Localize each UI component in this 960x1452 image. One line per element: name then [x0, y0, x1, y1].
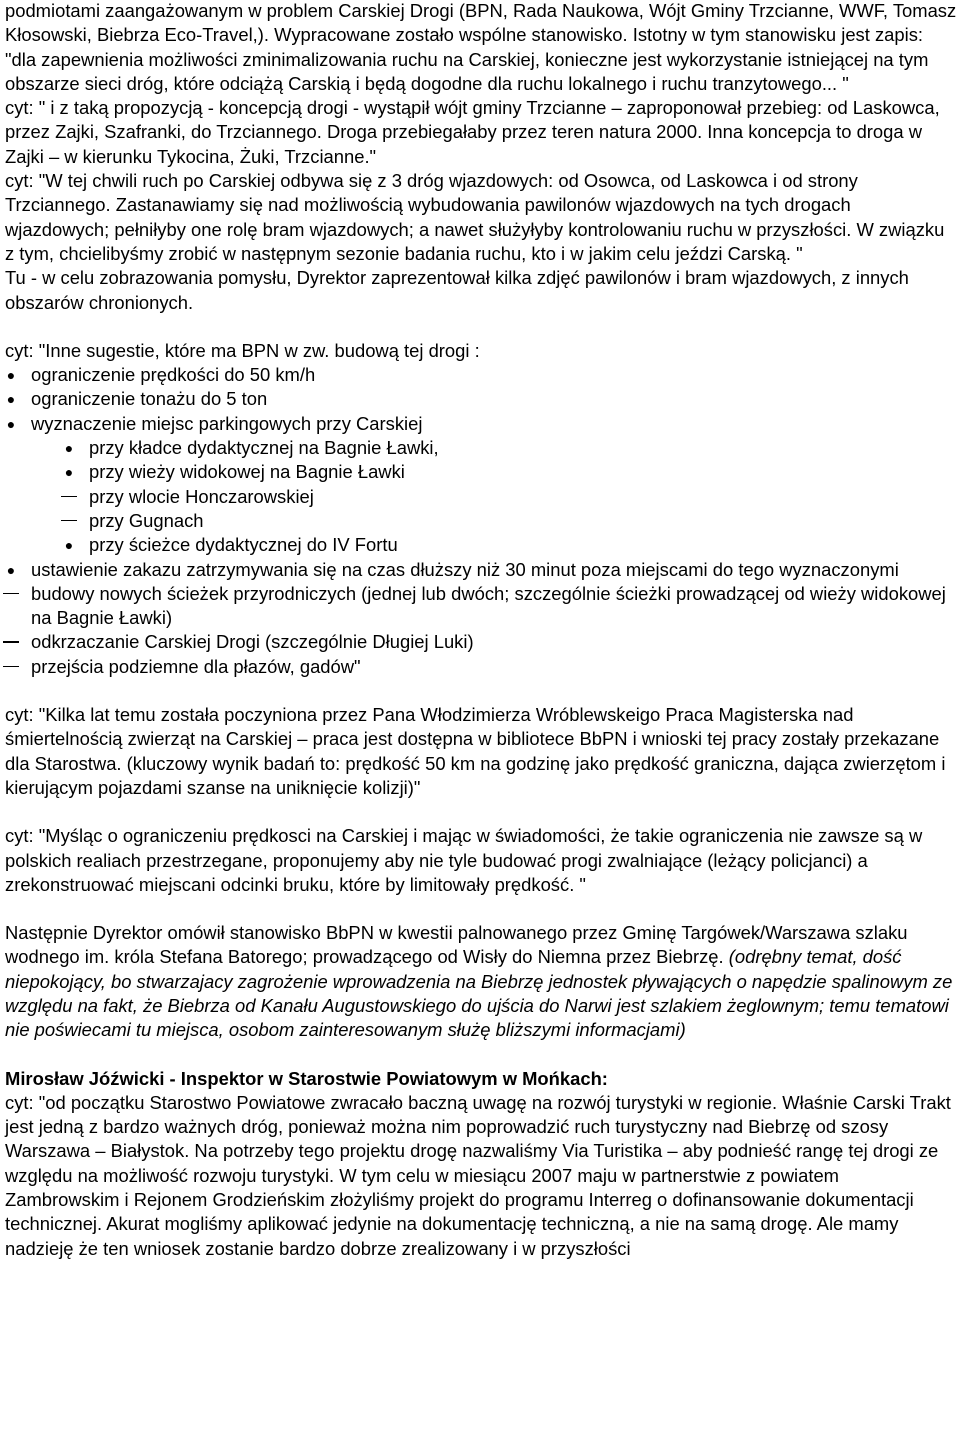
- sublist-item: [5, 460, 957, 484]
- paragraph-waterway: [5, 921, 957, 1042]
- dash-icon: [59, 509, 79, 533]
- sublist-item: [5, 436, 957, 460]
- spacer: [5, 800, 957, 824]
- list-item: [5, 630, 957, 654]
- sublist-item: [5, 509, 957, 533]
- list-item-text: budowy nowych ścieżek przyrodniczych (jednej lub dwóch; szczególnie ścieżki prowadzącej od wieży widokowej na Bagnie Ławki): [31, 582, 946, 629]
- spacer: [5, 897, 957, 921]
- list-item: [5, 558, 957, 582]
- bullet-icon: ●: [64, 440, 74, 457]
- list-item-text: przejścia podziemne dla płazów, gadów": [31, 655, 361, 677]
- list-item-text: odkrzaczanie Carskiej Drogi (szczególnie Długiej Luki): [31, 631, 474, 653]
- dash-icon: [59, 485, 79, 509]
- list-item: [5, 387, 957, 411]
- paragraph-speaker-quote: cyt: "od początku Starostwo Powiatowe zwracało baczną uwagę na rozwój turystyki w regionie. Właśnie Carski Trakt jest jedną z bardzo ważnych dróg, ponieważ można nim poprowadzić ruch turystyczny nad Biebrzę od szosy Warszawa – Białystok. Na potrzeby tego projektu drogę nazwaliśmy Via Turistika – aby podnieść rangę tej drogi ze względu na możliwość rozwoju turystyki. W tym celu w miesiącu 2007 maju w partnerstwie z powiatem Zambrowskim i Rejonem Grodzieńskim złożyliśmy projekt do programu Interreg o dofinansowanie dokumentacji technicznej. Akurat mogliśmy aplikować jedynie na dokumentację techniczną, a nie na samą drogę. Ale mamy nadzieję że ten wniosek zostanie bardzo dobrze zrealizowany i w przyszłości: [5, 1091, 951, 1259]
- sublist-item-text: przy ścieżce dydaktycznej do IV Fortu: [89, 534, 398, 556]
- paragraph-intro: podmiotami zaangażowanym w problem Carskiej Drogi (BPN, Rada Naukowa, Wójt Gminy Trzcianne, WWF, Tomasz Kłosowski, Biebrza Eco-Travel,). Wypracowane zostało wspólne stanowisko. Istotny w tym stanowisku jest zapis: "dla zapewnienia możliwości zminimalizowania ruchu na Carskiej, konieczne jest wykorzystanie istniejącej na tym obszarze sieci dróg, które odciążą Carskią i będą dogodne dla ruchu lokalnego i ruchu tranzytowego... ": [5, 0, 957, 94]
- dash-icon: [1, 655, 21, 679]
- list-item: [5, 412, 957, 558]
- sublist-item: [5, 485, 957, 509]
- sublist-item: [5, 533, 957, 557]
- list-item: [5, 655, 957, 679]
- speaker-heading: Mirosław Jóźwicki - Inspektor w Starostwie Powiatowym w Mońkach:: [5, 1067, 608, 1089]
- bullet-icon: ●: [6, 561, 16, 578]
- bullet-icon: ●: [6, 391, 16, 408]
- bullet-icon: ●: [6, 415, 16, 432]
- suggestions-list: [5, 363, 957, 679]
- sublist-item-text: przy Gugnach: [89, 509, 204, 531]
- paragraph-quote-thesis: cyt: "Kilka lat temu została poczyniona przez Pana Włodzimierza Wróblewskeigo Praca Magisterska nad śmiertelnością zwierząt na Carskiej – praca jest dostępna w bibliotece BbPN i wnioski tej pracy zostały przekazane dla Starostwa. (kluczowy wynik badań to: prędkość 50 km na godzinę jako prędkość graniczna, dająca zwierzętom i kierującym pojazdami szanse na uniknięcie kolizji)": [5, 704, 946, 798]
- list-item: [5, 582, 957, 631]
- paragraph-director-photos: Tu - w celu zobrazowania pomysłu, Dyrektor zaprezentował kilka zdjęć pawilonów i bram wjazdowych, z innych obszarów chronionych.: [5, 267, 909, 313]
- document-page: [5, 0, 957, 1261]
- paragraph-quote-wojt: cyt: " i z taką propozycją - koncepcją drogi - wystąpił wójt gminy Trzcianne – zaproponował przebieg: od Laskowca, przez Zajki, Szafranki, do Trzciannego. Droga przebiegałaby przez teren natura 2000. Inna koncepcja to droga w Zajki – w kierunku Tykocina, Żuki, Trzcianne.": [5, 97, 940, 167]
- list-item-text: wyznaczenie miejsc parkingowych przy Carskiej: [31, 412, 423, 434]
- paragraph-quote-speed: cyt: "Myśląc o ograniczeniu prędkosci na Carskiej i mając w świadomości, że takie ograniczenia nie zawsze są w polskich realiach przestrzegane, proponujemy aby nie tyle budować progi zwalniające (leżący policjanci) a zrekonstruować miejscani odcinki bruku, które by limitowały prędkość. ": [5, 825, 923, 895]
- spacer: [5, 315, 957, 339]
- list-item-text: ustawienie zakazu zatrzymywania się na czas dłuższy niż 30 minut poza miejscami do tego wyznaczonymi: [31, 558, 899, 580]
- bullet-icon: ●: [6, 367, 16, 384]
- spacer: [5, 679, 957, 703]
- waterway-text: Następnie Dyrektor omówił stanowisko BbPN w kwestii palnowanego przez Gminę Targówek/Warszawa szlaku wodnego im. króla Stefana Batorego; prowadzącego od Wisły do Niemna przez Biebrzę.: [5, 922, 908, 968]
- bullet-icon: ●: [64, 537, 74, 554]
- list-item-text: ograniczenie tonażu do 5 ton: [31, 388, 268, 410]
- list-item-text: ograniczenie prędkości do 50 km/h: [31, 364, 316, 386]
- sublist-item-text: przy wieży widokowej na Bagnie Ławki: [89, 461, 405, 483]
- parking-sublist: [5, 436, 957, 557]
- dash-icon: [1, 582, 21, 606]
- bullet-icon: ●: [64, 464, 74, 481]
- paragraph-suggestions-intro: cyt: "Inne sugestie, które ma BPN w zw. budową tej drogi :: [5, 339, 480, 361]
- list-item: [5, 363, 957, 387]
- spacer: [5, 1043, 957, 1067]
- paragraph-quote-ruch: cyt: "W tej chwili ruch po Carskiej odbywa się z 3 dróg wjazdowych: od Osowca, od Laskowca i od strony Trzciannego. Zastanawiamy się nad możliwością wybudowania pawilonów wjazdowych na tych drogach wjazdowych; pełniłyby one rolę bram wjazdowych; a nawet służyłyby kontrolowaniu ruchu w przyszłości. W związku z tym, chcielibyśmy zrobić w następnym sezonie badania ruchu, kto i w jakim celu jeździ Carską. ": [5, 170, 945, 264]
- sublist-item-text: przy kładce dydaktycznej na Bagnie Ławki,: [89, 437, 439, 459]
- waterway-italic-note: (odrębny temat, dość niepokojący, bo stwarzajacy zagrożenie wprowadzenia na Biebrzę jednostek pływających o napędzie spalinowym ze względu na fakt, że Biebrza od Kanału Augustowskiego do ujścia do Narwi jest szlakiem żeglownym; temu tematowi nie poświecami tu miejsca, osobom zainteresowanym służę bliższymi informacjami): [5, 946, 953, 1041]
- sublist-item-text: przy wlocie Honczarowskiej: [89, 485, 314, 507]
- dash-icon: [1, 630, 21, 654]
